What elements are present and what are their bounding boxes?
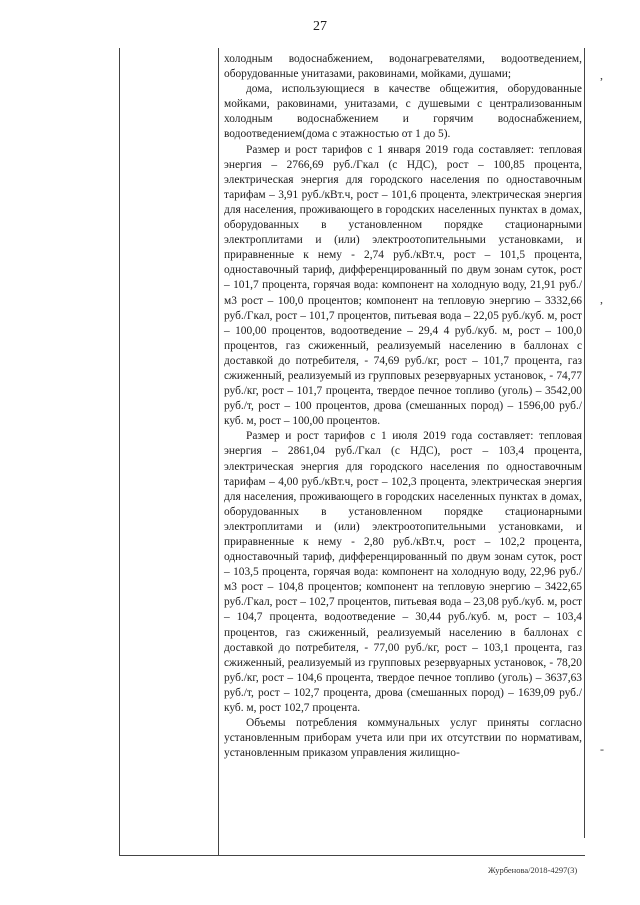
margin-mark: ,	[600, 292, 603, 306]
paragraph: дома, использующиеся в качестве общежития, оборудованные мойками, раковинами, унитазами, с душевыми с централизованным холодным водоснабжением и горячим водоснабжением, водоотведением(дома с этажностью от 1 до 5).	[224, 83, 582, 141]
table-bottom-line	[119, 855, 585, 856]
page-number: 27	[313, 19, 327, 34]
paragraph: Объемы потребления коммунальных услуг приняты согласно установленным приборам учета или при их отсутствии по нормативам, установленным приказом управления жилищно-	[224, 717, 582, 760]
margin-mark: -	[600, 742, 604, 756]
table-cell-text	[224, 52, 582, 761]
footer-reference: Журбенова/2018-4297(3)	[488, 865, 578, 875]
table-border-right	[584, 48, 585, 838]
paragraph: Размер и рост тарифов с 1 июля 2019 года составляет: тепловая энергия – 2861,04 руб./Гкал (с НДС), рост – 103,4 процента, электрическая энергия для городского населения по одноставочным тарифам – 4,00 руб./кВт.ч, рост – 102,3 процента, электрическая энергия для населения, проживающего в городских населенных пунктах в домах, оборудованных в установленном порядке стационарными электроплитами и (или) электроотопительными установками, и приравненные к нему - 2,80 руб./кВт.ч, рост – 102,2 процента, одноставочный тариф, дифференцированный по двум зонам суток, рост – 103,5 процента, горячая вода: компонент на холодную воду, 22,96 руб./м3 рост – 104,8 процентов; компонент на тепловую энергию – 3422,65 руб./Гкал, рост – 102,7 процентов, питьевая вода – 23,08 руб./куб. м, рост – 104,7 процента, водоотведение – 30,44 руб./куб. м, рост – 103,4 процентов, газ сжиженный, реализуемый населению в баллонах с доставкой до потребителя, - 77,00 руб./кг, рост – 103,1 процента, газ сжиженный, реализуемый из групповых резервуарных установок, - 78,20 руб./кг, рост – 104,6 процента, твердое печное топливо (уголь) – 3637,63 руб./т, рост – 102,7 процента, дрова (смешанных пород) – 1639,09 руб./куб. м, рост 102,7 процента.	[224, 430, 582, 715]
table-border-left	[119, 48, 120, 856]
paragraph: холодным водоснабжением, водонагревателями, водоотведением, оборудованные унитазами, раковинами, мойками, душами;	[224, 53, 582, 81]
paragraph: Размер и рост тарифов с 1 января 2019 года составляет: тепловая энергия – 2766,69 руб./Гкал (с НДС), рост – 100,85 процента, электрическая энергия для городского населения по одноставочным тарифам – 3,91 руб./кВт.ч, рост – 101,6 процента, электрическая энергия для населения, проживающего в городских населенных пунктах в домах, оборудованных в установленном порядке стационарными электроплитами и (или) электроотопительными установками, и приравненные к нему - 2,74 руб./кВт.ч, рост – 101,5 процента, одноставочный тариф, дифференцированный по двум зонам суток, рост – 101,7 процента, горячая вода: компонент на холодную воду, 21,91 руб./м3 рост – 100,0 процентов; компонент на тепловую энергию – 3332,66 руб./Гкал, рост – 101,7 процентов, питьевая вода – 22,05 руб./куб. м, рост – 100,00 процентов, водоотведение – 29,4 4 руб./куб. м, рост – 100,0 процентов, газ сжиженный, реализуемый населению в баллонах с доставкой до потребителя, - 74,69 руб./кг, рост – 101,7 процента, газ сжиженный, реализуемый из групповых резервуарных установок, - 74,77 руб./кг, рост – 101,7 процента, твердое печное топливо (уголь) – 3542,00 руб./т, рост – 100 процентов, дрова (смешанных пород) – 1596,00 руб./куб. м, рост – 100,00 процентов.	[224, 143, 582, 428]
margin-mark: ,	[600, 68, 603, 82]
table-column-divider	[218, 48, 219, 856]
